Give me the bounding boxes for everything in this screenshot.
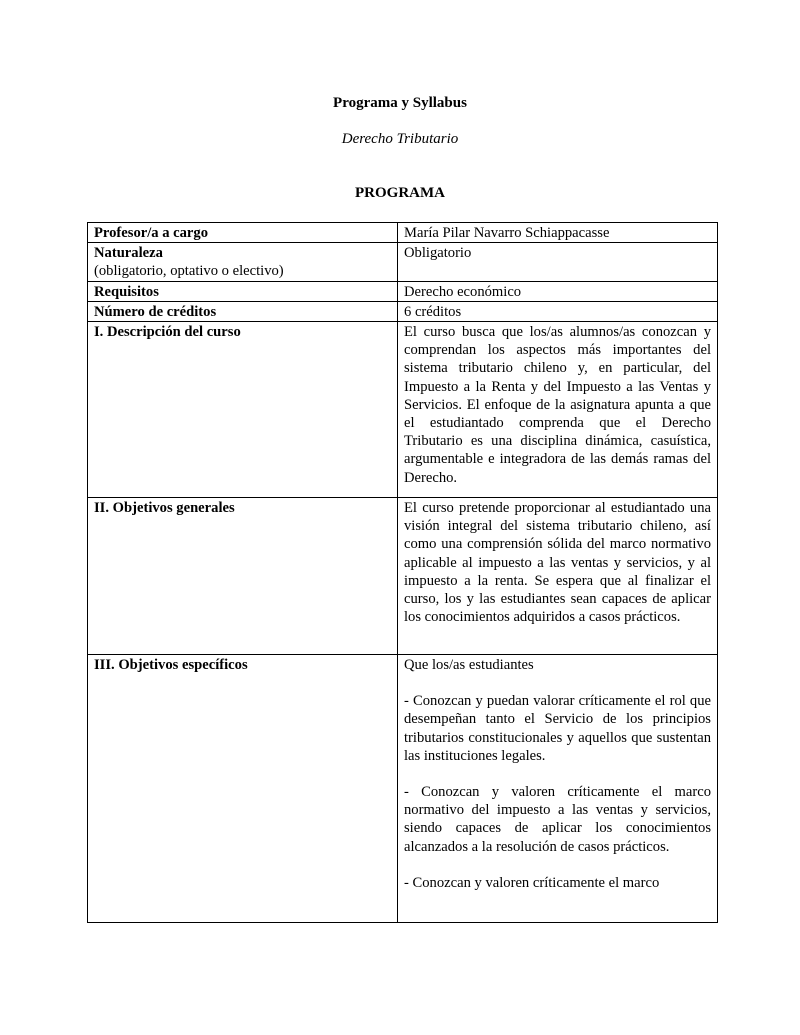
requirements-value: Derecho económico [404, 283, 522, 300]
program-table [87, 222, 718, 923]
credits-value-cell [398, 301, 718, 321]
specific-objectives-label-cell [88, 655, 398, 923]
specific-objectives-content [404, 656, 711, 922]
nature-value: Obligatorio [404, 245, 472, 262]
description-label: I. Descripción del curso [94, 324, 241, 341]
nature-label: Naturaleza [94, 245, 163, 262]
requirements-value-cell [398, 281, 718, 301]
professor-label-cell [88, 223, 398, 243]
credits-value: 6 créditos [404, 303, 462, 320]
description-value-cell [398, 322, 718, 498]
table-row-general-objectives [88, 498, 718, 655]
table-row-specific-objectives [88, 655, 718, 923]
credits-label-cell [88, 301, 398, 321]
nature-value-cell [398, 243, 718, 281]
professor-value-cell [398, 223, 718, 243]
specific-objective-item: - Conozcan y puedan valorar críticamente el rol que desempeñan tanto el Servicio de los principios tributarios constitucionales y aquellos que sustentan las instituciones legales. [404, 693, 711, 764]
specific-objectives-value-cell [398, 655, 718, 923]
requirements-label: Requisitos [94, 283, 159, 300]
table-row-description [88, 322, 718, 498]
general-objectives-text: El curso pretende proporcionar al estudiantado una visión integral del sistema tributario chileno, así como una comprensión sólida del marco normativo aplicable al impuesto a las ventas y servicios, y al impuesto a la renta. Se espera que al finalizar el curso, los y las estudiantes sean capaces de aplicar los conocimientos adquiridos a casos prácticos. [404, 500, 711, 626]
description-text: El curso busca que los/as alumnos/as conozcan y comprendan los aspectos más importantes del sistema tributario chileno y, en particular, del Impuesto a la Renta y del Impuesto a las Ventas y Servicios. El enfoque de la asignatura apunta a que el estudiantado comprenda que el Derecho Tributario es una disciplina dinámica, casuística, argumentable e integradora de las demás ramas del Derecho. [404, 324, 711, 486]
general-objectives-label: II. Objetivos generales [94, 500, 235, 517]
table-row-credits [88, 301, 718, 321]
specific-objectives-label: III. Objetivos específicos [94, 657, 248, 674]
credits-label: Número de créditos [94, 303, 217, 320]
nature-sublabel: (obligatorio, optativo o electivo) [94, 263, 284, 280]
table-row-requirements [88, 281, 718, 301]
course-name: Derecho Tributario [341, 131, 459, 147]
description-label-cell [88, 322, 398, 498]
requirements-label-cell [88, 281, 398, 301]
specific-objectives-intro: Que los/as estudiantes [404, 657, 534, 674]
document-title: Programa y Syllabus [333, 95, 467, 111]
section-title: PROGRAMA [355, 185, 445, 201]
table-row-professor [88, 223, 718, 243]
table-row-nature [88, 243, 718, 281]
professor-label: Profesor/a a cargo [94, 225, 209, 241]
nature-label-cell [88, 243, 398, 281]
specific-objective-item: - Conozcan y valoren críticamente el marco normativo del impuesto a las ventas y servicios, siendo capaces de aplicar los conocimientos alcanzados a la resolución de casos prácticos. [404, 784, 711, 855]
general-objectives-value-cell [398, 498, 718, 655]
general-objectives-label-cell [88, 498, 398, 655]
professor-value: María Pilar Navarro Schiappacasse [404, 225, 610, 241]
specific-objective-item: - Conozcan y valoren críticamente el marco [404, 874, 660, 891]
